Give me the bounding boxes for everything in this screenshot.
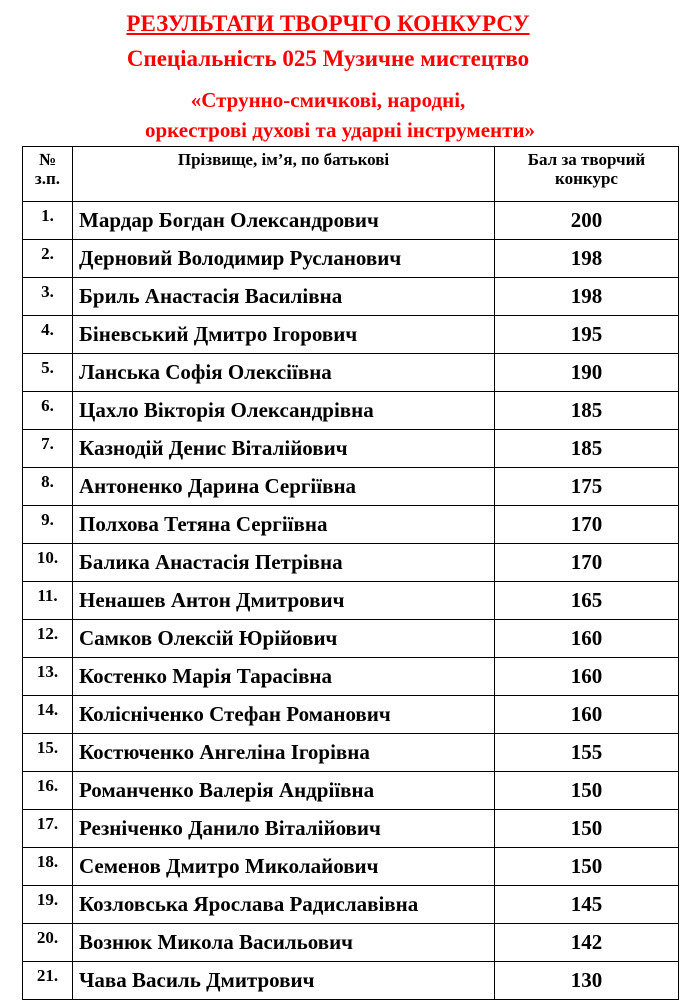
row-number: 14. (23, 696, 73, 734)
row-score: 130 (495, 962, 679, 1000)
row-score: 142 (495, 924, 679, 962)
row-score: 170 (495, 506, 679, 544)
row-number: 12. (23, 620, 73, 658)
program-heading-line2: оркестрові духові та ударні інструменти» (144, 118, 536, 142)
row-score: 170 (495, 544, 679, 582)
row-name: Резніченко Данило Віталійович (73, 810, 495, 848)
row-number: 15. (23, 734, 73, 772)
results-table (22, 146, 679, 1000)
row-score: 198 (495, 240, 679, 278)
table-row (23, 924, 679, 962)
row-number: 20. (23, 924, 73, 962)
row-number: 19. (23, 886, 73, 924)
table-row (23, 430, 679, 468)
table-row (23, 810, 679, 848)
row-name: Самков Олексій Юрійович (73, 620, 495, 658)
table-row (23, 658, 679, 696)
row-number: 13. (23, 658, 73, 696)
table-row (23, 468, 679, 506)
table-row (23, 202, 679, 240)
row-number: 21. (23, 962, 73, 1000)
table-row (23, 316, 679, 354)
row-number: 8. (23, 468, 73, 506)
row-number: 3. (23, 278, 73, 316)
row-number: 17. (23, 810, 73, 848)
row-number: 10. (23, 544, 73, 582)
row-number: 1. (23, 202, 73, 240)
row-name: Семенов Дмитро Миколайович (73, 848, 495, 886)
row-name: Козловська Ярослава Радиславівна (73, 886, 495, 924)
row-name: Романченко Валерія Андріївна (73, 772, 495, 810)
row-score: 195 (495, 316, 679, 354)
row-name: Колісніченко Стефан Романович (73, 696, 495, 734)
row-name: Костенко Марія Тарасівна (73, 658, 495, 696)
row-name: Костюченко Ангеліна Ігорівна (73, 734, 495, 772)
row-score: 155 (495, 734, 679, 772)
row-name: Ненашев Антон Дмитрович (73, 582, 495, 620)
row-name: Мардар Богдан Олександрович (73, 202, 495, 240)
row-number: 16. (23, 772, 73, 810)
row-score: 160 (495, 696, 679, 734)
table-row (23, 620, 679, 658)
page-title: РЕЗУЛЬТАТИ ТВОРЧГО КОНКУРСУ (126, 11, 530, 36)
row-name: Полхова Тетяна Сергіївна (73, 506, 495, 544)
table-row (23, 240, 679, 278)
row-score: 175 (495, 468, 679, 506)
row-name: Дерновий Володимир Русланович (73, 240, 495, 278)
row-score: 200 (495, 202, 679, 240)
table-row (23, 696, 679, 734)
row-name: Антоненко Дарина Сергіївна (73, 468, 495, 506)
row-score: 165 (495, 582, 679, 620)
row-name: Чава Василь Дмитрович (73, 962, 495, 1000)
table-row (23, 734, 679, 772)
row-score: 198 (495, 278, 679, 316)
row-score: 190 (495, 354, 679, 392)
column-header-score: Бал за творчий конкурс (495, 147, 679, 202)
table-row (23, 772, 679, 810)
row-number: 18. (23, 848, 73, 886)
table-row (23, 962, 679, 1000)
table-row (23, 848, 679, 886)
table-row (23, 506, 679, 544)
table-row (23, 582, 679, 620)
row-name: Цахло Вікторія Олександрівна (73, 392, 495, 430)
row-number: 2. (23, 240, 73, 278)
program-heading-line1: «Струнно-смичкові, народні, (190, 88, 466, 112)
table-row (23, 544, 679, 582)
row-score: 150 (495, 810, 679, 848)
column-header-number: № з.п. (23, 147, 73, 202)
row-score: 145 (495, 886, 679, 924)
row-score: 185 (495, 430, 679, 468)
row-score: 160 (495, 658, 679, 696)
table-row (23, 392, 679, 430)
specialty-heading: Спеціальність 025 Музичне мистецтво (126, 46, 530, 71)
row-name: Казнодій Денис Віталійович (73, 430, 495, 468)
row-number: 5. (23, 354, 73, 392)
row-number: 4. (23, 316, 73, 354)
table-row (23, 354, 679, 392)
row-score: 160 (495, 620, 679, 658)
row-name: Балика Анастасія Петрівна (73, 544, 495, 582)
column-header-name: Прізвище, ім’я, по батькові (73, 147, 495, 202)
table-row (23, 278, 679, 316)
table-header-row (23, 147, 679, 202)
row-name: Ланська Софія Олексіївна (73, 354, 495, 392)
row-number: 6. (23, 392, 73, 430)
table-row (23, 886, 679, 924)
row-number: 9. (23, 506, 73, 544)
row-score: 150 (495, 848, 679, 886)
row-name: Вознюк Микола Васильович (73, 924, 495, 962)
row-number: 11. (23, 582, 73, 620)
row-score: 150 (495, 772, 679, 810)
row-name: Бриль Анастасія Василівна (73, 278, 495, 316)
row-score: 185 (495, 392, 679, 430)
row-number: 7. (23, 430, 73, 468)
row-name: Біневський Дмитро Ігорович (73, 316, 495, 354)
